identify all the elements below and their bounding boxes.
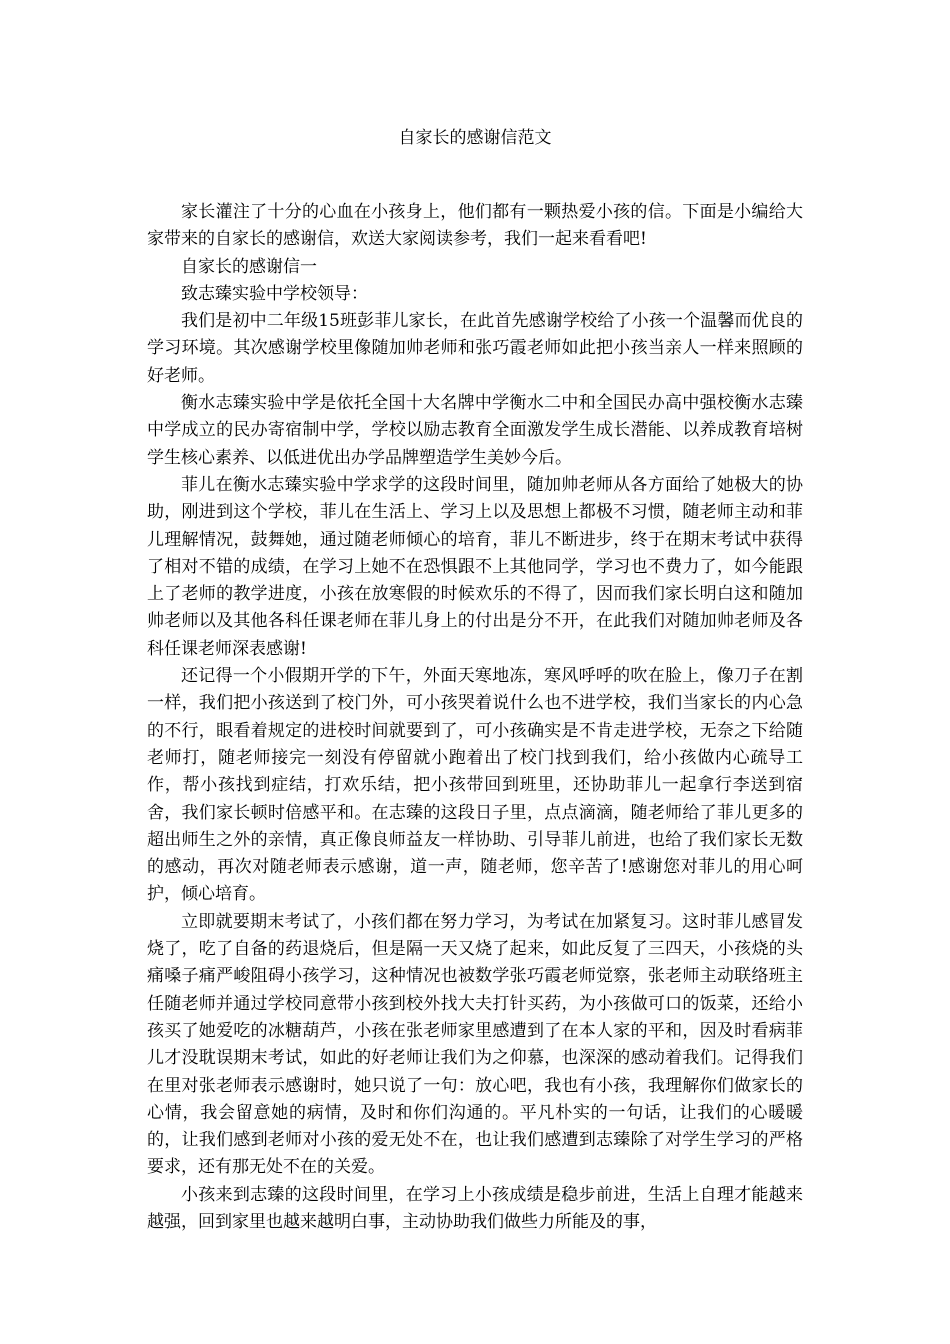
paragraph-body: 小孩来到志臻的这段时间里，在学习上小孩成绩是稳步前进，生活上自理才能越来越强，回到家里也越来越明白事，主动协助我们做些力所能及的事， — [147, 1184, 803, 1232]
paragraph-body: 菲儿在衡水志臻实验中学求学的这段时间里，随加帅老师从各方面给了她极大的协助，刚进到这个学校，菲儿在生活上、学习上以及思想上都极不习惯，随老师主动和菲儿理解情况，鼓舞她，通过随老师倾心的培育，菲儿不断进步，终于在期末考试中获得了相对不错的成绩，在学习上她不在恐惧跟不上其他同学，学习也不费力了，如今能跟上了老师的教学进度，小孩在放寒假的时候欢乐的不得了，因而我们家长明白这和随加帅老师以及其他各科任课老师在菲儿身上的付出是分不开，在此我们对随加帅老师及各科任课老师深表感谢! — [147, 474, 803, 659]
paragraph-letter-heading: 自家长的感谢信一 — [181, 256, 317, 277]
paragraph-body: 还记得一个小假期开学的下午，外面天寒地冻，寒风呼呼的吹在脸上，像刀子在割一样，我们把小孩送到了校门外，可小孩哭着说什么也不进学校，我们当家长的内心急的不行，眼看着规定的进校时间就要到了，可小孩确实是不肯走进学校，无奈之下给随老师打，随老师接完一刻没有停留就小跑着出了校门找到我们，给小孩做内心疏导工作，帮小孩找到症结，打欢乐结，把小孩带回到班里，还协助菲儿一起拿行李送到宿舍，我们家长顿时倍感平和。在志臻的这段日子里，点点滴滴，随老师给了菲儿更多的超出师生之外的亲情，真正像良师益友一样协助、引导菲儿前进，也给了我们家长无数的感动，再次对随老师表示感谢，道一声，随老师，您辛苦了!感谢您对菲儿的用心呵护，倾心培育。 — [147, 666, 803, 905]
document-body — [147, 199, 803, 1236]
document-title: 自家长的感谢信范文 — [398, 128, 552, 148]
paragraph-intro: 家长灌注了十分的心血在小孩身上，他们都有一颗热爱小孩的信。下面是小编给大家带来的自家长的感谢信，欢送大家阅读参考，我们一起来看看吧! — [147, 202, 803, 250]
paragraph-salutation: 致志臻实验中学校领导： — [181, 283, 368, 304]
paragraph-body: 衡水志臻实验中学是依托全国十大名牌中学衡水二中和全国民办高中强校衡水志臻中学成立的民办寄宿制中学，学校以励志教育全面激发学生成长潜能、以养成教育培树学生核心素养、以低进优出办学品牌塑造学生美妙今后。 — [147, 393, 803, 468]
paragraph-body: 我们是初中二年级15班彭菲儿家长，在此首先感谢学校给了小孩一个温馨而优良的学习环境。其次感谢学校里像随加帅老师和张巧霞老师如此把小孩当亲人一样来照顾的好老师。 — [147, 311, 803, 386]
paragraph-body: 立即就要期末考试了，小孩们都在努力学习，为考试在加紧复习。这时菲儿感冒发烧了，吃了自备的药退烧后，但是隔一天又烧了起来，如此反复了三四天，小孩烧的头痛嗓子痛严峻阻碍小孩学习，这种情况也被数学张巧霞老师觉察，张老师主动联络班主任随老师并通过学校同意带小孩到校外找大夫打针买药，为小孩做可口的饭菜，还给小孩买了她爱吃的冰糖葫芦，小孩在张老师家里感遭到了在本人家的平和，因及时看病菲儿才没耽误期末考试，如此的好老师让我们为之仰慕，也深深的感动着我们。记得我们在里对张老师表示感谢时，她只说了一句：放心吧，我也有小孩，我理解你们做家长的心情，我会留意她的病情，及时和你们沟通的。平凡朴实的一句话，让我们的心暖暖的，让我们感到老师对小孩的爱无处不在，也让我们感遭到志臻除了对学生学习的严格要求，还有那无处不在的关爱。 — [147, 911, 803, 1178]
